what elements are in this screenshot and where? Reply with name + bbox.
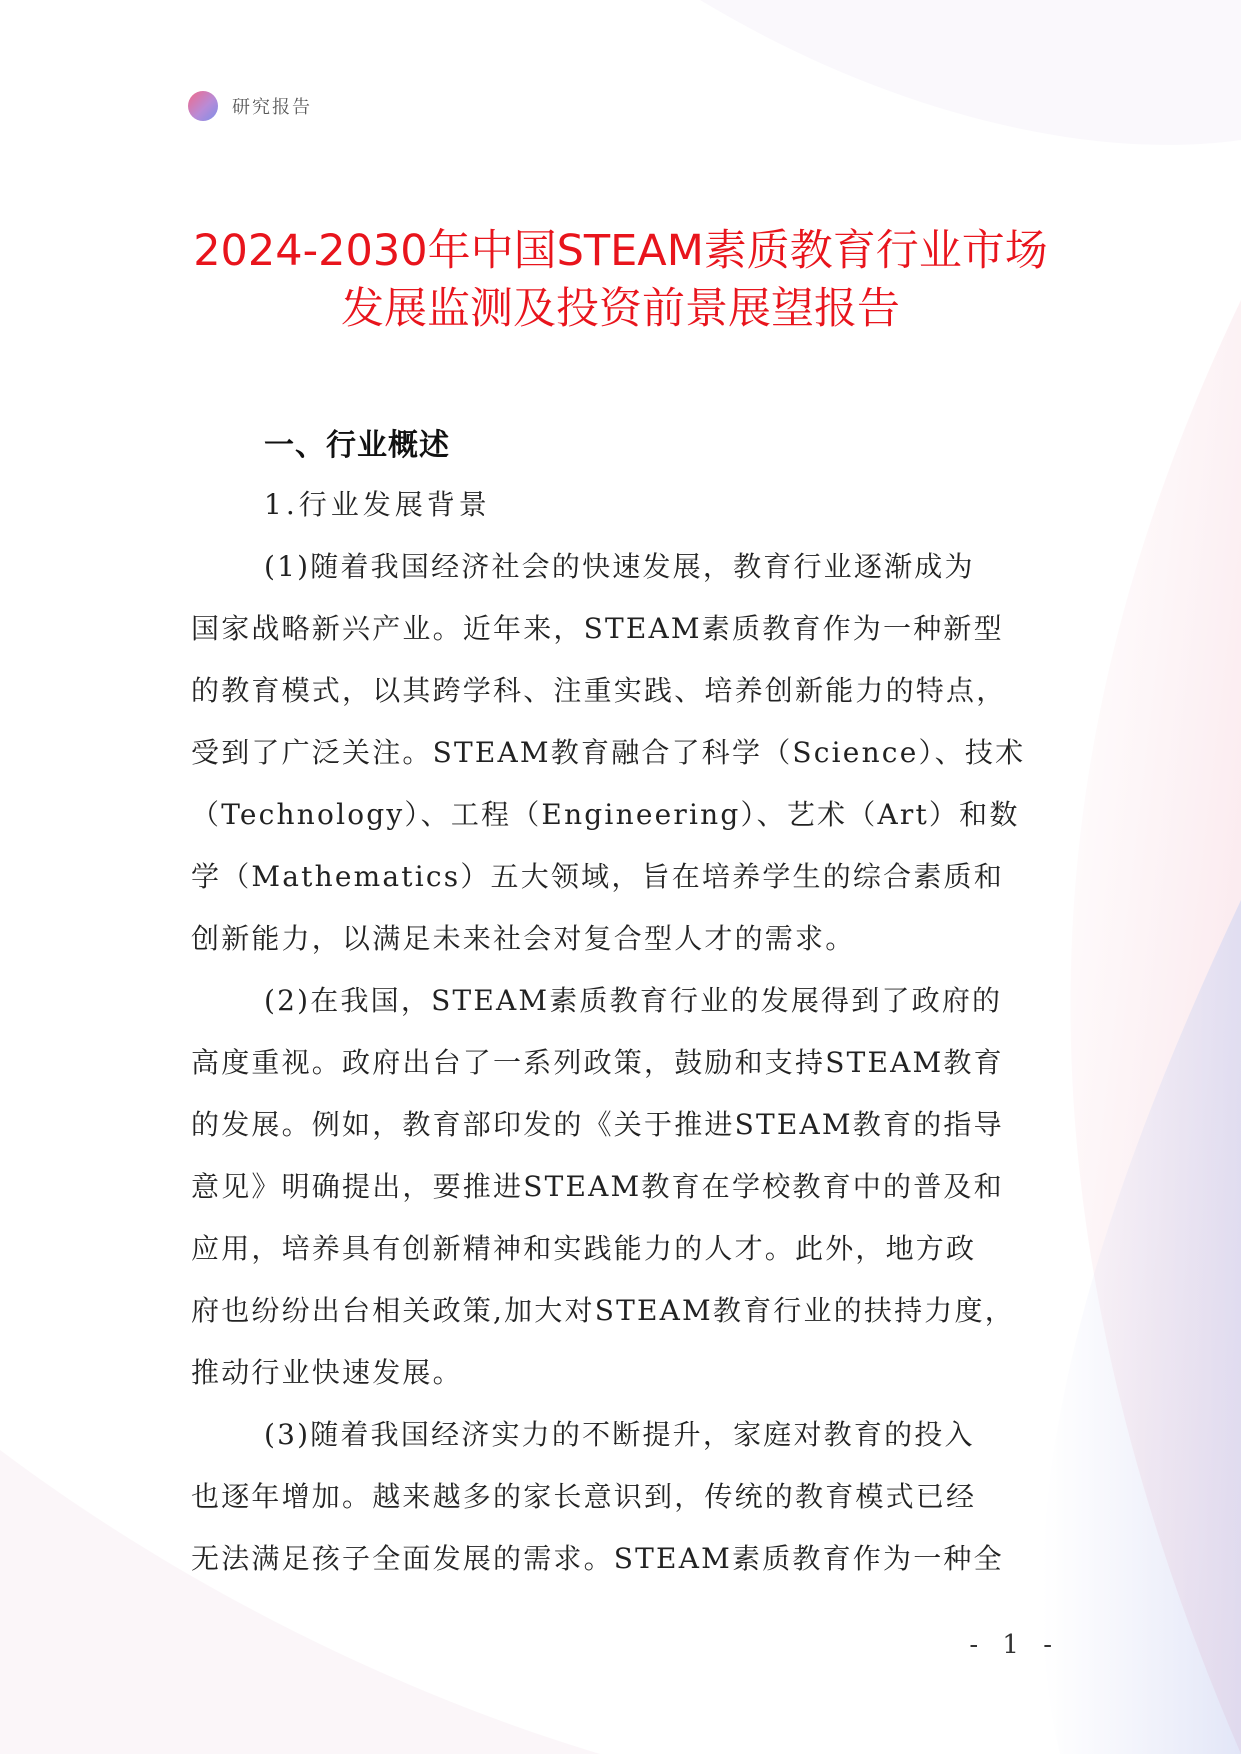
body-line: 学（Mathematics）五大领域，旨在培养学生的综合素质和 [191,860,1004,893]
body-line: 应用，培养具有创新精神和实践能力的人才。此外，地方政 [191,1232,977,1265]
body-line: (2)在我国，STEAM素质教育行业的发展得到了政府的 [264,984,1003,1017]
body-line: 受到了广泛关注。STEAM教育融合了科学（Science）、技术 [191,736,1026,769]
body-line: 意见》明确提出，要推进STEAM教育在学校教育中的普及和 [191,1170,1004,1203]
body-line: 国家战略新兴产业。近年来，STEAM素质教育作为一种新型 [191,612,1004,645]
body-line: 无法满足孩子全面发展的需求。STEAM素质教育作为一种全 [191,1542,1004,1575]
section-heading: 一、行业概述 [264,428,450,463]
report-header [188,89,312,123]
body-line: 也逐年增加。越来越多的家长意识到，传统的教育模式已经 [191,1480,977,1513]
body-line: 高度重视。政府出台了一系列政策，鼓励和支持STEAM教育 [191,1046,1004,1079]
title-line-2: 发展监测及投资前景展望报告 [341,284,900,334]
body-line: (1)随着我国经济社会的快速发展，教育行业逐渐成为 [264,550,975,583]
logo-circle-icon [188,91,218,121]
body-line: 创新能力，以满足未来社会对复合型人才的需求。 [191,922,856,955]
body-line: 府也纷纷出台相关政策,加大对STEAM教育行业的扶持力度， [191,1294,1015,1327]
document-title [150,222,1091,338]
body-line: 推动行业快速发展。 [191,1356,463,1389]
page-number: - 1 - [969,1630,1060,1660]
body-line: 的教育模式，以其跨学科、注重实践、培养创新能力的特点， [191,674,1007,707]
body-line: （Technology）、工程（Engineering）、艺术（Art）和数 [191,798,1020,831]
section-subheading: 1.行业发展背景 [264,488,491,521]
title-line-1: 2024-2030年中国STEAM素质教育行业市场 [193,226,1048,276]
body-line: (3)随着我国经济实力的不断提升，家庭对教育的投入 [264,1418,975,1451]
header-label: 研究报告 [232,97,312,118]
body-line: 的发展。例如，教育部印发的《关于推进STEAM教育的指导 [191,1108,1004,1141]
